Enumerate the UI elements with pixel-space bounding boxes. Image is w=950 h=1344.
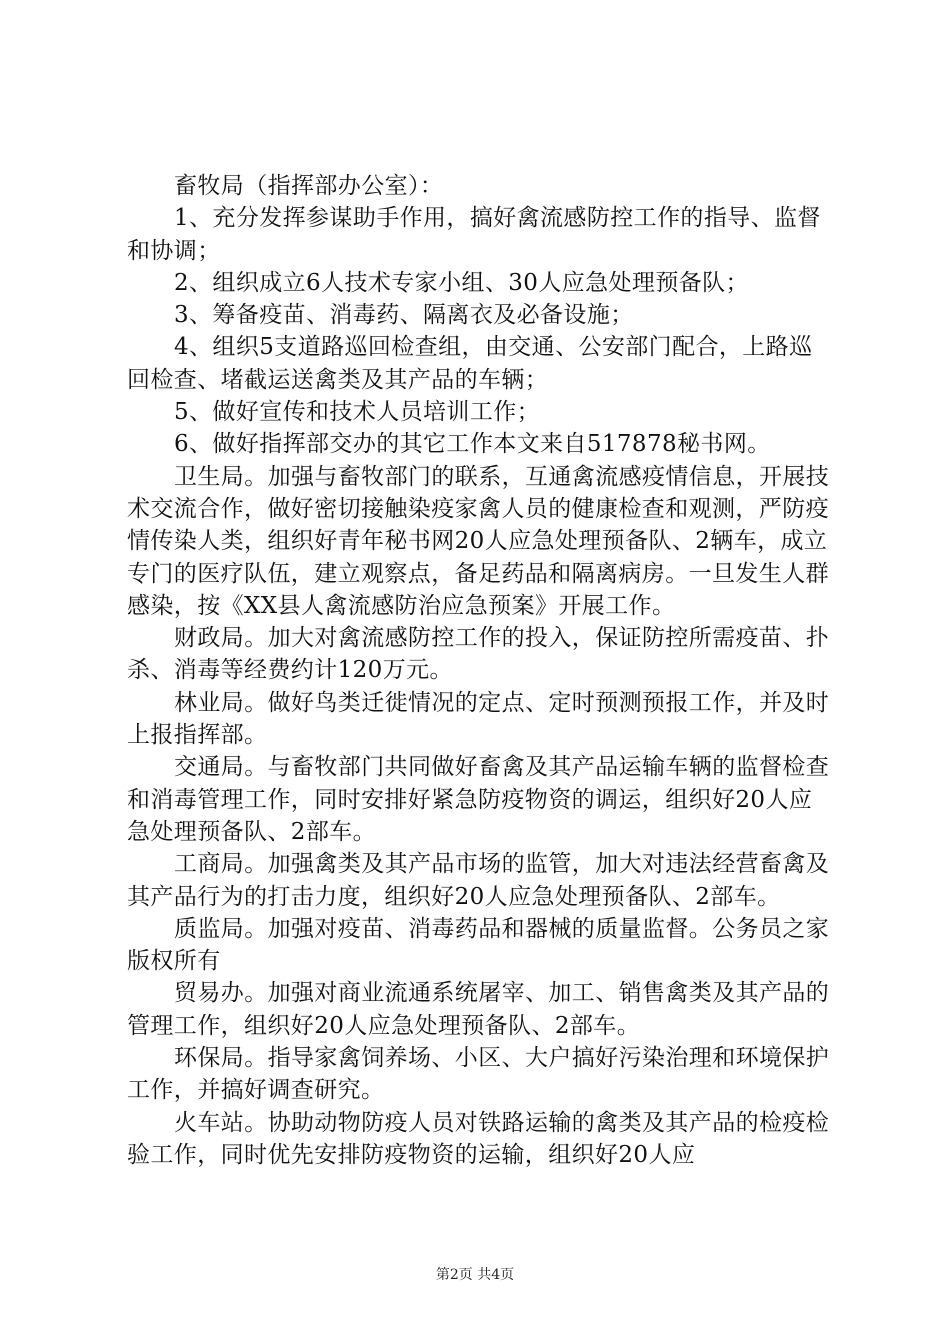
paragraph-finance-bureau: 财政局。加大对禽流感防控工作的投入，保证防控所需疫苗、扑杀、消毒等经费约计120万元。 bbox=[127, 625, 830, 684]
paragraph-item-5: 5、做好宣传和技术人员培训工作； bbox=[174, 399, 541, 426]
paragraph-railway-station: 火车站。协助动物防疫人员对铁路运输的禽类及其产品的检疫检验工作，同时优先安排防疫物资的运输，组织好20人应 bbox=[127, 1109, 830, 1168]
paragraph-item-1: 1、充分发挥参谋助手作用，搞好禽流感防控工作的指导、监督和协调； bbox=[127, 205, 821, 264]
paragraph-item-6: 6、做好指挥部交办的其它工作本文来自517878秘书网。 bbox=[174, 431, 771, 458]
paragraph-heading-animal-husbandry-bureau: 畜牧局（指挥部办公室）： bbox=[174, 173, 444, 199]
page-number-footer: 第2页 共4页 bbox=[435, 1267, 515, 1283]
paragraph-health-bureau: 卫生局。加强与畜牧部门的联系，互通禽流感疫情信息，开展技术交流合作，做好密切接触染疫家禽人员的健康检查和观测，严防疫情传染人类，组织好青年秘书网20人应急处理预备队、2辆车，成立专门的医疗队伍，建立观察点，备足药品和隔离病房。一旦发生人群感染，按《XX县人禽流感防治应急预案》开展工作。 bbox=[127, 463, 830, 619]
paragraph-item-2: 2、组织成立6人技术专家小组、30人应急处理预备队； bbox=[174, 269, 749, 296]
paragraph-item-4: 4、组织5支道路巡回检查组，由交通、公安部门配合，上路巡回检查、堵截运送禽类及其产品的车辆； bbox=[127, 334, 813, 393]
paragraph-quality-supervision-bureau: 质监局。加强对疫苗、消毒药品和器械的质量监督。公务员之家版权所有 bbox=[127, 915, 830, 975]
paragraph-environmental-bureau: 环保局。指导家禽饲养场、小区、大户搞好污染治理和环境保护工作，并搞好调查研究。 bbox=[127, 1045, 830, 1104]
paragraph-trade-office: 贸易办。加强对商业流通系统屠宰、加工、销售禽类及其产品的管理工作，组织好20人应急处理预备队、2部车。 bbox=[127, 980, 830, 1039]
paragraph-forestry-bureau: 林业局。做好鸟类迁徙情况的定点、定时预测预报工作，并及时上报指挥部。 bbox=[127, 689, 830, 749]
paragraph-transport-bureau: 交通局。与畜牧部门共同做好畜禽及其产品运输车辆的监督检查和消毒管理工作，同时安排好紧急防疫物资的调运，组织好20人应急处理预备队、2部车。 bbox=[127, 754, 830, 845]
paragraph-item-3: 3、筹备疫苗、消毒药、隔离衣及必备设施； bbox=[174, 302, 634, 329]
document-body bbox=[127, 170, 830, 1171]
paragraph-industry-commerce-bureau: 工商局。加强禽类及其产品市场的监管，加大对违法经营畜禽及其产品行为的打击力度，组织好20人应急处理预备队、2部车。 bbox=[127, 851, 830, 910]
